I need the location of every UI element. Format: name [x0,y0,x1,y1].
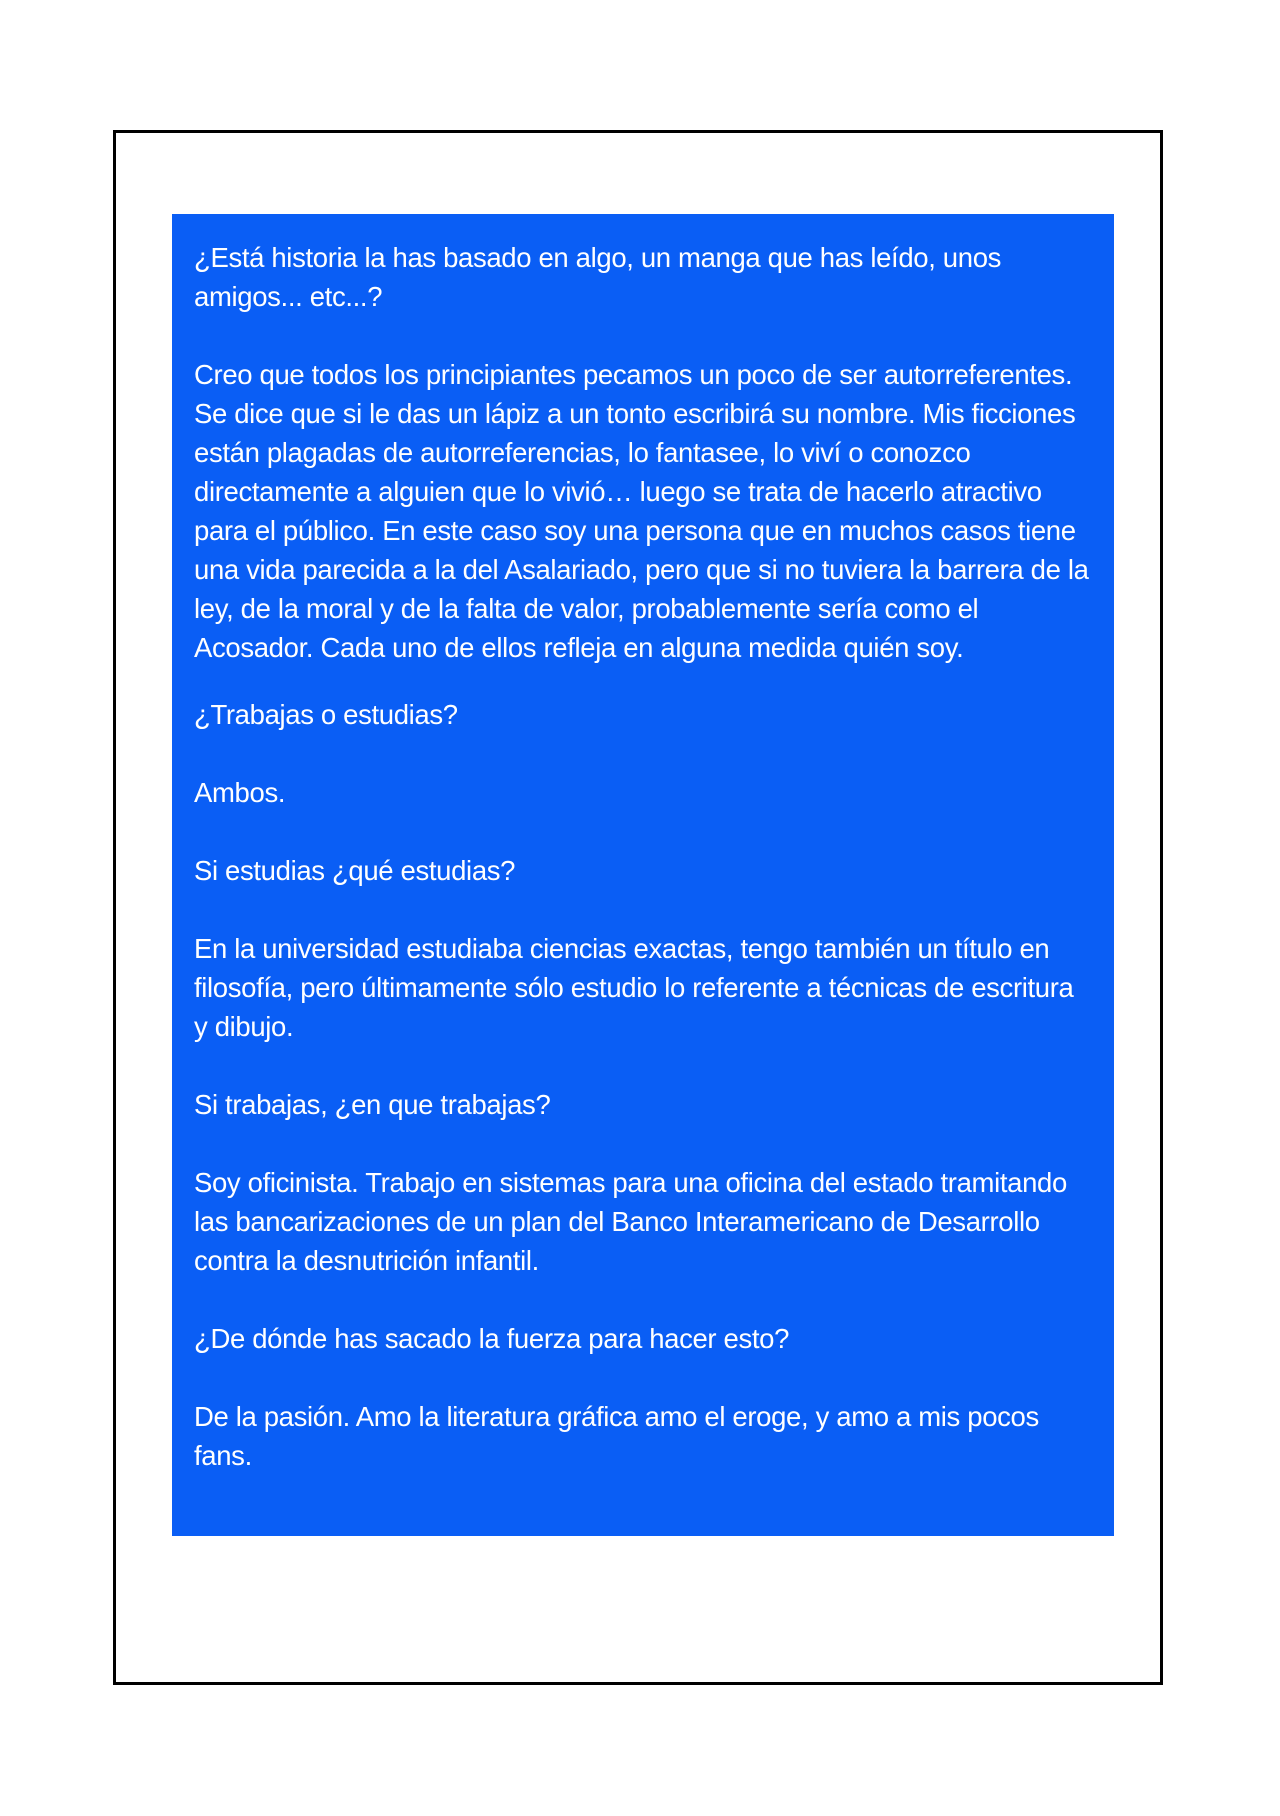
interview-text-panel [172,214,1114,1536]
interview-question: ¿Está historia la has basado en algo, un manga que has leído, unos amigos... etc...? [194,242,1002,312]
interview-answer: Creo que todos los principiantes pecamos un poco de ser autorreferentes. Se dice que si le das un lápiz a un tonto escribirá su nombre. Mis ficciones están plagadas de autorreferencias, lo fantasee, lo viví o conozco directamente a alguien que lo vivió… luego se trata de hacerlo atractivo para el público. En este caso soy una persona que en muchos casos tiene una vida parecida a la del Asalariado, pero que si no tuviera la barrera de la ley, de la moral y de la falta de valor, probablemente sería como el Acosador. Cada uno de ellos refleja en alguna medida quién soy. [194,359,1089,663]
interview-question: Si trabajas, ¿en que trabajas? [194,1089,551,1120]
interview-question: ¿De dónde has sacado la fuerza para hacer esto? [194,1323,790,1354]
interview-question: Si estudias ¿qué estudias? [194,855,516,886]
interview-answer: En la universidad estudiaba ciencias exactas, tengo también un título en filosofía, pero últimamente sólo estudio lo referente a técnicas de escritura y dibujo. [194,933,1074,1042]
interview-question: ¿Trabajas o estudias? [194,699,458,730]
interview-answer: Soy oficinista. Trabajo en sistemas para una oficina del estado tramitando las bancarizaciones de un plan del Banco Interamericano de Desarrollo contra la desnutrición infantil. [194,1167,1067,1276]
interview-answer: De la pasión. Amo la literatura gráfica amo el eroge, y amo a mis pocos fans. [194,1401,1039,1471]
interview-answer: Ambos. [194,777,286,808]
